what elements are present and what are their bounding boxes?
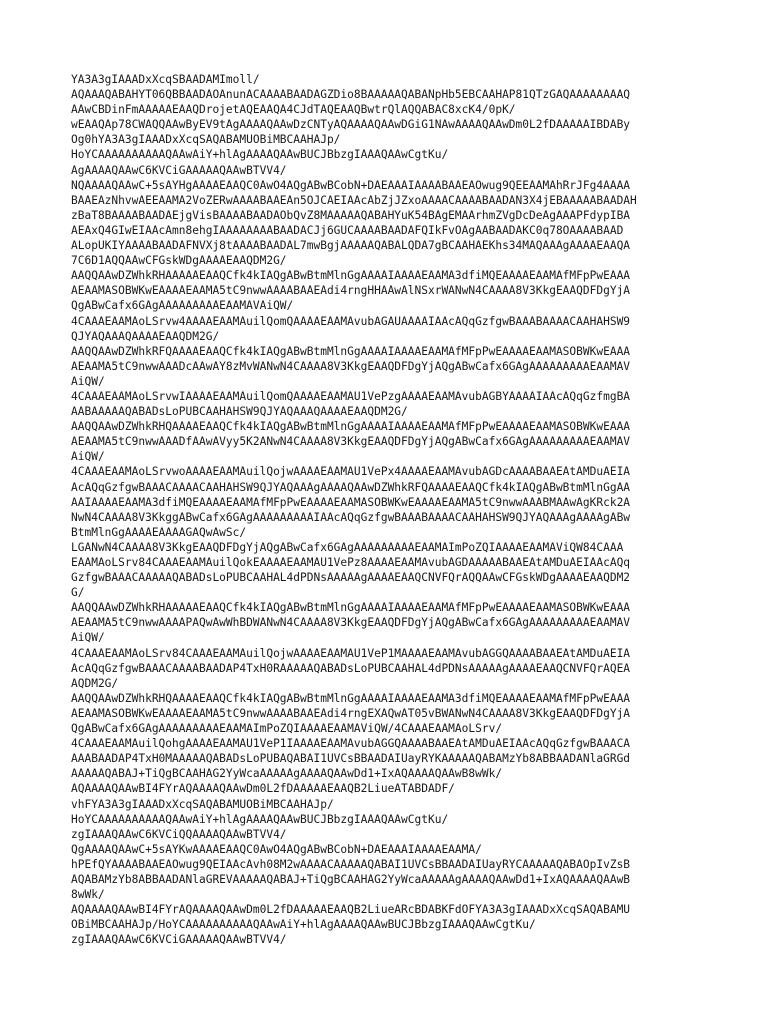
text-line: AAQQAAwDZWhkRHAAAAAEAAQCfk4kIAQgABwBtmMlnGgAAAAIAAAAEAAMAfMFpPwEAAAAEAAMASOBWKwEAAA [71, 601, 631, 615]
text-line: AAAAAQABAJ+TiQgBCAAHAG2YyWcaAAAAAgAAAAQAAwDd1+IxAQAAAAQAAwB8wWk/ [71, 767, 503, 781]
text-line: NwN4CAAAA8V3KkggABwCafx6GAgAAAAAAAAAIAAcAQqGzfgwBAAABAAAACAAHAHSW9QJYAQAAAgAAAAgABw [71, 510, 631, 524]
text-line: AcAQqGzfgwBAAACAAAABAADAP4TxH0RAAAAAQABADsLoPUBCAAHAL4dPDNsAAAAAgAAAAEAAQCNVFQrAQEA [71, 661, 631, 675]
text-line: AAwCBDinFmAAAAAEAAQDrojetAQEAAQA4CJdTAQEAAQBwtrQlAQQABAC8xcK4/0pK/ [71, 103, 516, 117]
text-line: ALopUKIYAAAABAADAFNVXj8tAAAABAADAL7mwBgjAAAAAQABALQDA7gBCAAHAEKhs34MAQAAAgAAAAEAAQA [71, 239, 631, 253]
text-line: AAIAAAAEAAMA3dfiMQEAAAAEAAMAfMFpPwEAAAAEAAMASOBWKwEAAAAEAAMA5tC9nwwAAABMAAwAgKRck2A [71, 495, 631, 509]
text-line: 4CAAAEAAMAoLSrvw4AAAAEAAMAuilQomQAAAAEAAMAvubAGAUAAAAIAAcAQqGzfgwBAAABAAAACAAHAHSW9 [71, 314, 631, 328]
text-line: zgIAAAQAAwC6KVCiQQAAAAQAAwBTVV4/ [71, 827, 287, 841]
text-line: AAQQAAwDZWhkRHQAAAAEAAQCfk4kIAQgABwBtmMlnGgAAAAIAAAAEAAMA3dfiMQEAAAAEAAMAfMFpPwEAAA [71, 691, 631, 705]
text-line: 4CAAAEAAMAoLSrvwoAAAAEAAMAuilQojwAAAAEAAMAU1VePx4AAAAEAAMAvubAGDcAAAABAAEAtAMDuAEIA [71, 465, 631, 479]
text-line: wEAAQAp78CWAQQAAwByEV9tAgAAAAQAAwDzCNTyAQAAAAQAAwDGiG1NAwAAAAQAAwDm0L2fDAAAAAIBDABy [71, 118, 631, 132]
text-line: AiQW/ [71, 631, 105, 645]
text-line: Og0hYA3A3gIAAADxXcqSAQABAMUOBiMBCAAHAJp/ [71, 133, 341, 147]
text-line: AcAQqGzfgwBAAACAAAACAAHAHSW9QJYAQAAAgAAAAQAAwDZWhkRFQAAAAEAAQCfk4kIAQgABwBtmMlnGgAA [71, 480, 631, 494]
text-line: QgAAAAQAAwC+5sAYKwAAAAEAAQC0AwO4AQgABwBCobN+DAEAAAIAAAAEAAMA/ [71, 842, 482, 856]
text-line: AEAAMA5tC9nwwAAADfAAwAVyy5K2ANwN4CAAAA8V3KkgEAAQDFDgYjAQgABwCafx6GAgAAAAAAAAAEAAMAV [71, 435, 631, 449]
text-line: AEAAMASOBWKwEAAAAEAAMA5tC9nwwAAAABAAEAdi4rngHHAAwAlNSxrWANwN4CAAAA8V3KkgEAAQDFDgYjA [71, 284, 631, 298]
text-line: OBiMBCAAHAJp/HoYCAAAAAAAAAAQAAwAiY+hlAgAAAAQAAwBUCJBbzgIAAAQAAwCgtKu/ [71, 918, 536, 932]
text-line: zgIAAAQAAwC6KVCiGAAAAAQAAwBTVV4/ [71, 933, 287, 947]
text-line: AiQW/ [71, 374, 105, 388]
text-line: AAQQAAwDZWhkRFQAAAAEAAQCfk4kIAQgABwBtmMlnGgAAAAIAAAAEAAMAfMFpPwEAAAAEAAMASOBWKwEAAA [71, 344, 631, 358]
text-line: 4CAAAEAAMAoLSrvwIAAAAEAAMAuilQomQAAAAEAAMAU1VePzgAAAAEAAMAvubAGBYAAAAIAAcAQqGzfmgBA [71, 389, 631, 403]
text-line: 7C6D1AQQAAwCFGskWDgAAAAEAAQDM2G/ [71, 254, 287, 268]
text-line: AQAAAAQAAwBI4FYrAQAAAAQAAwDm0L2fDAAAAAEAAQB2LiueARcBDABKFdOFYA3A3gIAAADxXcqSAQABAMU [71, 903, 631, 917]
text-line: AiQW/ [71, 450, 105, 464]
text-line: EAAMAoLSrv84CAAAEAAMAuilQokEAAAAEAAMAU1VePz8AAAAEAAMAvubAGDAAAAABAAEAtAMDuAEIAAcAQq [71, 556, 631, 569]
text-line: 4CAAAEAAMAoLSrv84CAAAEAAMAuilQojwAAAAEAAMAU1VeP1MAAAAEAAMAvubAGGQAAAABAAEAtAMDuAEIA [71, 646, 631, 660]
text-line: AQDM2G/ [71, 676, 119, 690]
text-line: vhFYA3A3gIAAADxXcqSAQABAMUOBiMBCAAHAJp/ [71, 797, 334, 811]
text-line: GzfgwBAAACAAAAAQABADsLoPUBCAAHAL4dPDNsAAAAAgAAAAEAAQCNVFQrAQQAAwCFGskWDgAAAAEAAQDM2 [71, 571, 631, 585]
text-line: AAQQAAwDZWhkRHQAAAAEAAQCfk4kIAQgABwBtmMlnGgAAAAIAAAAEAAMAfMFpPwEAAAAEAAMASOBWKwEAAA [71, 420, 631, 434]
text-line: BAAEAzNhvwAEEAAMA2VoZERwAAAABAAEAn5OJCAEIAAcAbZjJZxoAAAACAAAABAADAN3X4jEBAAAAABAADAH [71, 193, 637, 207]
text-line: QJYAQAAAQAAAAEAAQDM2G/ [71, 329, 220, 343]
text-line: HoYCAAAAAAAAAAQAAwAiY+hlAgAAAAQAAwBUCJBbzgIAAAQAAwCgtKu/ [71, 812, 449, 826]
text-line: AEAAMASOBWKwEAAAAEAAMA5tC9nwwAAAABAAEAdi4rngEXAQwAT05vBWANwN4CAAAA8V3KkgEAAQDFDgYjA [71, 706, 631, 720]
text-line: zBaT8BAAAABAADAEjgVisBAAAABAADAObQvZ8MAAAAAQABAHYuK54BAgEMAArhmZVgDcDeAgAAAPFdypIBA [71, 208, 631, 222]
text-line: QgABwCafx6GAgAAAAAAAAAEAAMAImPoZQIAAAAEAAMAViQW/4CAAAEAAMAoLSrv/ [71, 722, 503, 736]
text-line: NQAAAAQAAwC+5sAYHgAAAAEAAQC0AwO4AQgABwBCobN+DAEAAAIAAAABAAEAOwug9QEEAAMAhRrJFg4AAAA [71, 178, 631, 192]
text-line: 4CAAAEAAMAuilQohgAAAAEAAMAU1VeP1IAAAAEAAMAvubAGGQAAAABAAEAtAMDuAEIAAcAQqGzfgwBAAACA [71, 737, 631, 751]
text-line: AQAAAQABAHYT06QBBAADAOAnunACAAAABAADAGZDio8BAAAAAQABANpHb5EBCAAHAP81QTzGAQAAAAAAAAQ [71, 88, 631, 102]
text-line: LGANwN4CAAAA8V3KkgEAAQDFDgYjAQgABwCafx6GAgAAAAAAAAAEAAMAImPoZQIAAAAEAAMAViQW84CAAA [71, 540, 624, 554]
text-line: HoYCAAAAAAAAAAQAAwAiY+hlAgAAAAQAAwBUCJBbzgIAAAQAAwCgtKu/ [71, 148, 449, 162]
text-line: 8wWk/ [71, 888, 105, 902]
text-line: YA3A3gIAAADxXcqSBAADAMImoll/ [71, 73, 260, 86]
text-line: AgAAAAQAAwC6KVCiGAAAAAQAAwBTVV4/ [71, 163, 287, 177]
text-line: AEAAMA5tC9nwwAAAAPAQwAwWhBDWANwN4CAAAA8V3KkgEAAQDFDgYjAQgABwCafx6GAgAAAAAAAAAEAAMAV [71, 616, 631, 630]
text-line: BtmMlnGgAAAAEAAAAGAQwAwSc/ [71, 525, 247, 539]
text-line: QgABwCafx6GAgAAAAAAAAAEAAMAVAiQW/ [71, 299, 294, 313]
text-line: AABAAAAAQABADsLoPUBCAAHAHSW9QJYAQAAAQAAAAEAAQDM2G/ [71, 405, 408, 419]
text-line: AEAAMA5tC9nwwAAADcAAwAY8zMvWANwN4CAAAA8V3KkgEAAQDFDgYjAQgABwCafx6GAgAAAAAAAAAEAAMAV [71, 359, 631, 373]
text-line: AEAxQ4GIwEIAAcAmn8ehgIAAAAAAAABAADACJj6GUCAAAABAADAFQIkFvOAgAABAADAKC0q78OAAAABAAD [71, 223, 624, 237]
encoded-text-page [71, 72, 697, 952]
text-line: AQABAMzYb8ABBAADANlaGREVAAAAAQABAJ+TiQgBCAAHAG2YyWcaAAAAAgAAAAQAAwDd1+IxAQAAAAQAAwB [71, 872, 631, 886]
text-line: G/ [71, 586, 85, 600]
text-line: AAQQAAwDZWhkRHAAAAAEAAQCfk4kIAQgABwBtmMlnGgAAAAIAAAAEAAMA3dfiMQEAAAAEAAMAfMFpPwEAAA [71, 269, 631, 283]
text-line: AAABAADAP4TxH0MAAAAAQABADsLoPUBAQABAI1UVCsBBAADAIUayRYKAAAAAQABAMzYb8ABBAADANlaGRGd [71, 752, 631, 766]
text-line: hPEfQYAAAABAAEAOwug9QEIAAcAvh08M2wAAAACAAAAAQABAI1UVCsBBAADAIUayRYCAAAAAQABAOpIvZsB [71, 857, 631, 871]
text-line: AQAAAAQAAwBI4FYrAQAAAAQAAwDm0L2fDAAAAAEAAQB2LiueATABDADF/ [71, 782, 455, 796]
